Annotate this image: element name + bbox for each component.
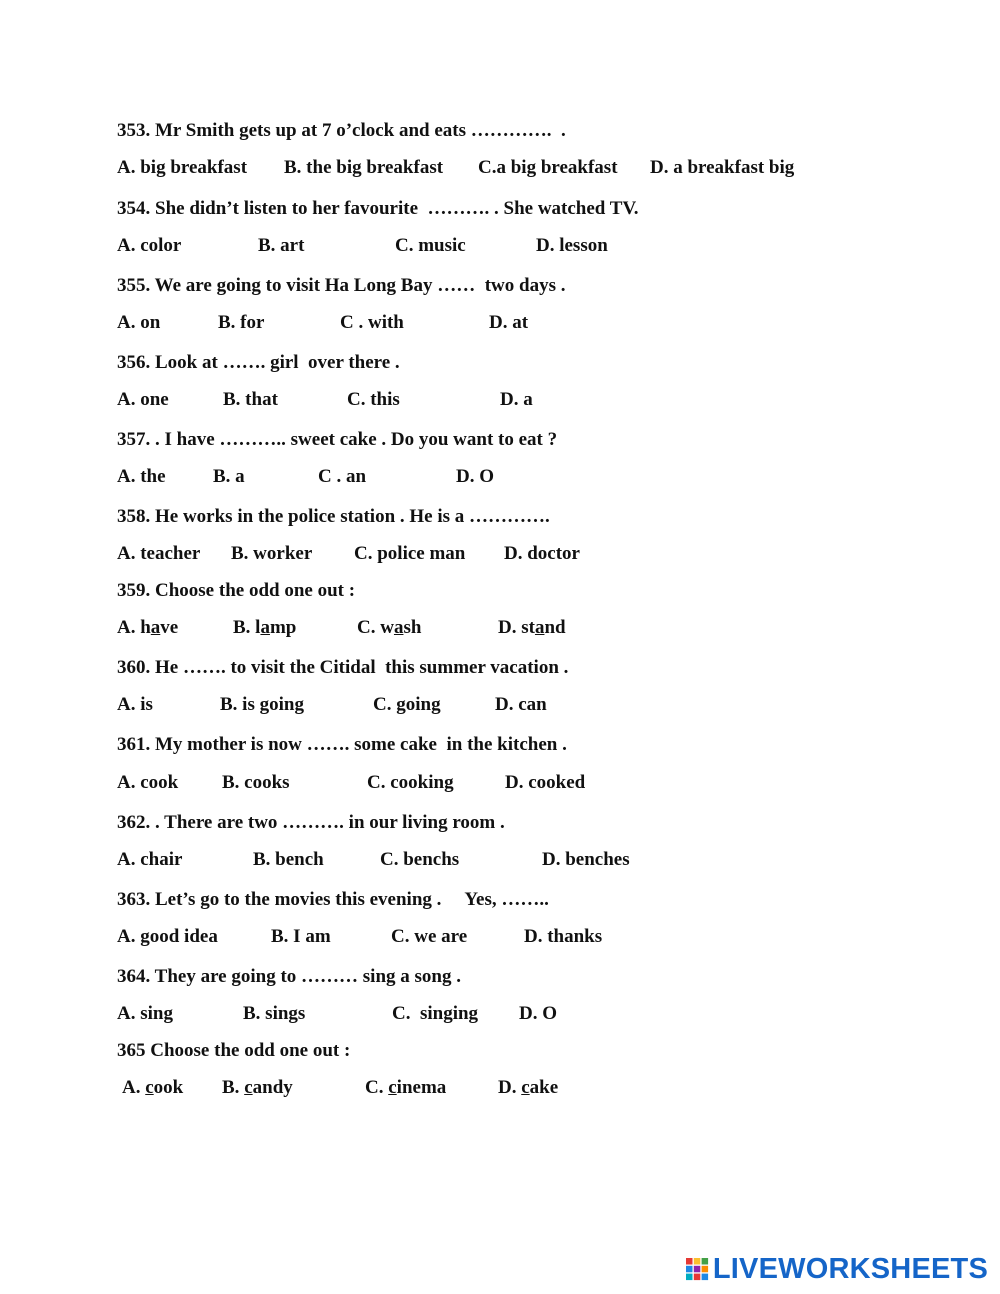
- option-c: C. police man: [354, 543, 466, 564]
- question-359: 359. Choose the odd one out :: [117, 580, 356, 601]
- underlined-letter: c: [521, 1077, 530, 1098]
- option-b: B. bench: [253, 849, 324, 870]
- option-d: D. can: [495, 694, 547, 715]
- brand-text: LIVEWORKSHEETS: [712, 1252, 988, 1285]
- underlined-letter: a: [260, 617, 270, 638]
- option-a: A. one: [117, 389, 169, 410]
- option-c: C . with: [340, 312, 404, 333]
- liveworksheets-branding: [685, 1253, 988, 1285]
- option-d: D. a breakfast big: [650, 157, 795, 178]
- question-365: 365 Choose the odd one out :: [117, 1040, 351, 1061]
- option-c: C. we are: [391, 926, 468, 947]
- option-b: B. for: [218, 312, 265, 333]
- question-362: 362. . There are two ………. in our living room .: [117, 812, 505, 833]
- option-text-pre: D.: [498, 1077, 522, 1098]
- underlined-letter: c: [388, 1077, 397, 1098]
- option-a: A. big breakfast: [117, 157, 248, 178]
- option-a: A. on: [117, 312, 161, 333]
- option-c: [357, 617, 421, 639]
- option-d: [498, 1077, 558, 1099]
- option-b: B. the big breakfast: [284, 157, 444, 178]
- option-d: D. cooked: [505, 772, 586, 793]
- option-a: A. sing: [117, 1003, 173, 1024]
- option-a: A. good idea: [117, 926, 218, 947]
- option-b: B. cooks: [222, 772, 290, 793]
- option-b: B. sings: [243, 1003, 306, 1024]
- option-c: C. singing: [392, 1003, 479, 1024]
- question-356: 356. Look at ……. girl over there .: [117, 352, 400, 373]
- question-360: 360. He ……. to visit the Citidal this summer vacation .: [117, 657, 569, 678]
- option-b: B. that: [223, 389, 278, 410]
- option-text-pre: C.: [365, 1077, 389, 1098]
- option-a: A. color: [117, 235, 182, 256]
- question-355: 355. We are going to visit Ha Long Bay …… two days .: [117, 275, 566, 296]
- underlined-letter: c: [244, 1077, 253, 1098]
- option-a: A. the: [117, 466, 166, 487]
- option-b: B. is going: [220, 694, 304, 715]
- option-d: D. benches: [542, 849, 630, 870]
- question-353: 353. Mr Smith gets up at 7 o’clock and eats …………. .: [117, 120, 566, 141]
- option-text-pre: C. w: [357, 617, 394, 638]
- option-text-pre: D. st: [498, 617, 535, 638]
- option-d: D. O: [456, 466, 494, 487]
- option-text-post: nd: [544, 617, 566, 638]
- option-d: [498, 617, 566, 639]
- question-361: 361. My mother is now ……. some cake in the kitchen .: [117, 734, 567, 755]
- option-c: C.a big breakfast: [478, 157, 618, 178]
- option-text-pre: B.: [222, 1077, 245, 1098]
- option-a: A. is: [117, 694, 153, 715]
- underlined-letter: c: [145, 1077, 154, 1098]
- option-text-post: inema: [396, 1077, 447, 1098]
- option-b: B. worker: [231, 543, 313, 564]
- question-364: 364. They are going to ……… sing a song .: [117, 966, 461, 987]
- option-a: [117, 617, 178, 639]
- option-d: D. O: [519, 1003, 557, 1024]
- option-b: B. I am: [271, 926, 331, 947]
- underlined-letter: a: [393, 617, 404, 638]
- option-a: A. chair: [117, 849, 183, 870]
- option-c: C . an: [318, 466, 367, 487]
- option-c: [365, 1077, 446, 1099]
- option-text-post: ve: [160, 617, 179, 638]
- option-d: D. thanks: [524, 926, 603, 947]
- option-b: B. art: [258, 235, 305, 256]
- liveworksheets-logo-icon: [685, 1257, 709, 1281]
- option-c: C. this: [347, 389, 400, 410]
- options-365: [117, 1077, 559, 1209]
- option-c: C. music: [395, 235, 466, 256]
- underlined-letter: a: [150, 617, 161, 638]
- option-text-pre: A. h: [117, 617, 151, 638]
- option-d: D. doctor: [504, 543, 580, 564]
- option-text-post: ake: [529, 1077, 559, 1098]
- option-c: C. going: [373, 694, 441, 715]
- option-text-post: ook: [153, 1077, 184, 1098]
- option-a: A. teacher: [117, 543, 201, 564]
- option-text-post: mp: [269, 617, 297, 638]
- question-357: 357. . I have ……….. sweet cake . Do you want to eat ?: [117, 429, 558, 450]
- option-a: [122, 1077, 183, 1099]
- option-d: D. at: [489, 312, 529, 333]
- option-text-pre: B. l: [233, 617, 261, 638]
- option-b: B. a: [213, 466, 245, 487]
- option-b: [222, 1077, 293, 1099]
- question-363: 363. Let’s go to the movies this evening . Yes, ……..: [117, 889, 549, 910]
- question-358: 358. He works in the police station . He is a ………….: [117, 506, 550, 527]
- question-354: 354. She didn’t listen to her favourite ………. . She watched TV.: [117, 198, 639, 219]
- option-text-post: sh: [403, 617, 422, 638]
- option-d: D. a: [500, 389, 533, 410]
- option-c: C. cooking: [367, 772, 454, 793]
- option-text-post: andy: [252, 1077, 293, 1098]
- option-c: C. benchs: [380, 849, 460, 870]
- option-d: D. lesson: [536, 235, 608, 256]
- option-b: [233, 617, 296, 639]
- underlined-letter: a: [534, 617, 545, 638]
- option-text-pre: A.: [122, 1077, 146, 1098]
- option-a: A. cook: [117, 772, 179, 793]
